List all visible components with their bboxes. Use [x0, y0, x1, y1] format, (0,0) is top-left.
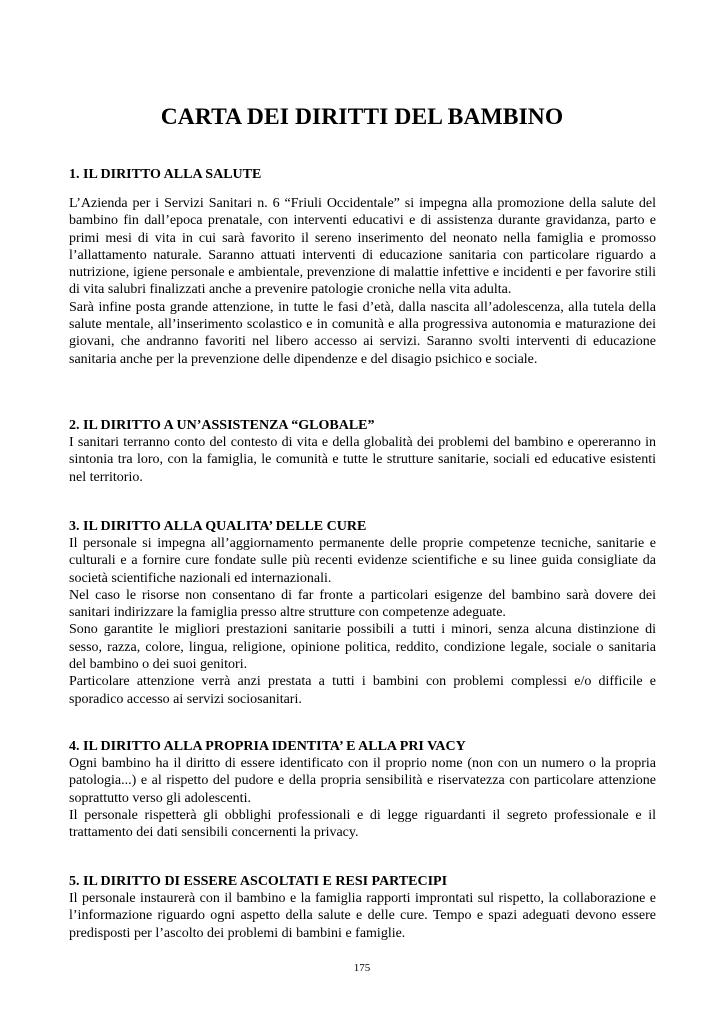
section-3-paragraph-4: Particolare attenzione verrà anzi prestata a tutti i bambini con problemi complessi e/o difficile e sporadico accesso ai servizi sociosanitari.: [69, 674, 656, 707]
section-3-paragraph-1: Il personale si impegna all’aggiornamento permanente delle proprie competenze tecniche, sanitarie e culturali e a fornire cure fondate sulle più recenti evidenze scientifiche e su linee guida consigliate da società scientifiche nazionali ed internazionali.: [69, 536, 656, 586]
section-1-paragraph-2: Sarà infine posta grande attenzione, in tutte le fasi d’età, dalla nascita all’adolescenza, alla tutela della salute mentale, all’inserimento scolastico e in comunità e alla progressiva autonomia e maturazione dei giovani, che andranno favoriti nel libero accesso ai servizi. Saranno svolti interventi di educazione sanitaria anche per la prevenzione delle dipendenze e del disagio psichico e sociale.: [69, 299, 656, 367]
section-1-heading: 1. IL DIRITTO ALLA SALUTE: [69, 167, 262, 182]
section-5-heading: 5. IL DIRITTO DI ESSERE ASCOLTATI E RESI PARTECIPI: [69, 874, 448, 889]
section-1-paragraph-1: L’Azienda per i Servizi Sanitari n. 6 “Friuli Occidentale” si impegna alla promozione della salute del bambino fin dall’epoca prenatale, con interventi educativi e di assistenza durante gravidanza, parto e primi mesi di vita in cui sarà favorito il sereno inserimento del neonato nella famiglia e promosso l’allattamento naturale. Saranno attuati interventi di educazione sanitaria con particolare riguardo a nutrizione, igiene personale e ambientale, prevenzione di malattie infettive e incidenti e per favorire stili di vita salubri finalizzati anche a prevenire patologie croniche nella vita adulta.: [69, 196, 656, 298]
section-2: [69, 417, 656, 486]
page-number: 175: [353, 962, 371, 974]
section-4: [69, 738, 656, 841]
section-2-paragraph-1: I sanitari terranno conto del contesto di vita e della globalità dei problemi del bambino e opereranno in sintonia tra loro, con la famiglia, le comunità e tutte le strutture sanitarie, sociali ed educative esistenti nel territorio.: [69, 435, 656, 485]
section-4-paragraph-2: Il personale rispetterà gli obblighi professionali e di legge riguardanti il segreto professionale e il trattamento dei dati sensibili concernenti la privacy.: [69, 807, 656, 841]
section-2-heading: 2. IL DIRITTO A UN’ASSISTENZA “GLOBALE”: [69, 418, 375, 433]
section-3: [69, 518, 656, 708]
section-1: [69, 166, 656, 368]
section-5-paragraph-1: Il personale instaurerà con il bambino e la famiglia rapporti improntati sul rispetto, la collaborazione e l’informazione riguardo ogni aspetto della salute e delle cure. Tempo e spazi adeguati devono essere predisposti per l’ascolto dei problemi di bambini e famiglie.: [69, 891, 656, 941]
section-4-paragraph-1: Ogni bambino ha il diritto di essere identificato con il proprio nome (non con un numero o la propria patologia...) e al rispetto del pudore e della propria sensibilità e riservatezza con particolare attenzione soprattutto verso gli adolescenti.: [69, 756, 656, 806]
page-title: CARTA DEI DIRITTI DEL BAMBINO: [160, 104, 564, 130]
section-3-heading: 3. IL DIRITTO ALLA QUALITA’ DELLE CURE: [69, 519, 367, 534]
section-4-heading: 4. IL DIRITTO ALLA PROPRIA IDENTITA’ E ALLA PRI VACY: [69, 739, 466, 754]
section-3-paragraph-2: Nel caso le risorse non consentano di far fronte a particolari esigenze del bambino sarà dovere dei sanitari indirizzare la famiglia presso altre strutture con competenze adeguate.: [69, 587, 656, 621]
section-5: [69, 873, 656, 942]
section-3-paragraph-3: Sono garantite le migliori prestazioni sanitarie possibili a tutti i minori, senza alcuna distinzione di sesso, razza, colore, lingua, religione, opinione politica, reddito, condizione legale, sociale o sanitaria del bambino o dei suoi genitori.: [69, 622, 656, 673]
